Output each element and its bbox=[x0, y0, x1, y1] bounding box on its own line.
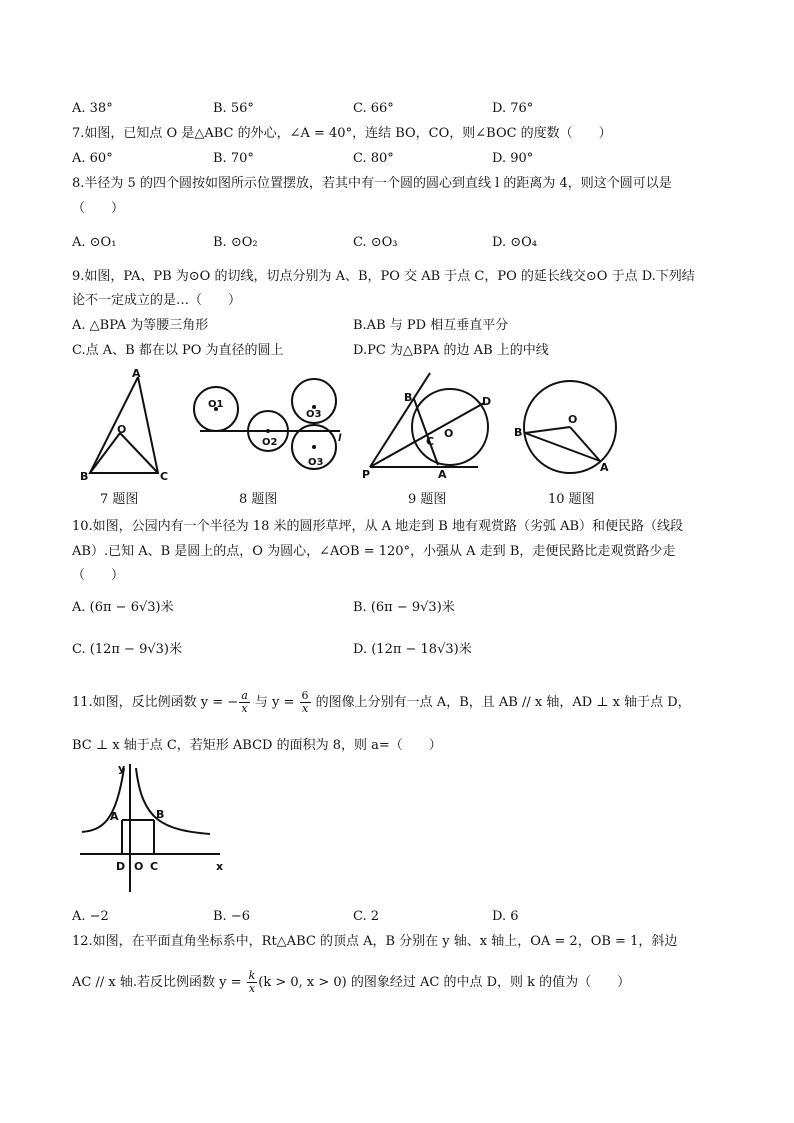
fig8-label-o4: O3 bbox=[308, 457, 324, 468]
fig9-label-d: D bbox=[482, 395, 492, 408]
fig9-label-o: O bbox=[444, 427, 454, 440]
fig7-label-a: A bbox=[132, 367, 141, 380]
q8-question: 8.半径为 5 的四个圆按如图所示位置摆放，若其中有一个圆的圆心到直线 l 的距离为 4，则这个圆可以是 bbox=[72, 176, 672, 191]
q9-question-line2: 论不一定成立的是…（ ） bbox=[72, 293, 242, 308]
fig11-label-b: B bbox=[156, 808, 165, 821]
q8-option-d: D. ⊙O₄ bbox=[492, 235, 537, 250]
fig11-label-o: O bbox=[134, 860, 144, 873]
q7-option-b: B. 70° bbox=[213, 151, 254, 166]
q7-option-d: D. 90° bbox=[492, 151, 534, 166]
figure-caption-9: 9 题图 bbox=[408, 492, 447, 507]
fig7-label-o: O bbox=[117, 423, 127, 436]
q7-option-a: A. 60° bbox=[72, 151, 113, 166]
figure-10 bbox=[524, 381, 616, 473]
fig8-label-o1: O1 bbox=[208, 399, 224, 410]
q6-option-c: C. 66° bbox=[353, 101, 394, 116]
fig11-label-c: C bbox=[150, 860, 159, 873]
q9-option-c: C.点 A、B 都在以 PO 为直径的圆上 bbox=[72, 343, 284, 358]
q11-post: 的图像上分别有一点 A，B，且 AB // x 轴，AD ⊥ x 轴于点 D， bbox=[311, 695, 691, 710]
q6-option-a: A. 38° bbox=[72, 101, 113, 116]
q11-fraction-2: $\frac{6}{x}$ bbox=[301, 689, 309, 715]
q10-option-d: D. (12π − 18√3)米 bbox=[353, 642, 472, 657]
q9-option-b: B.AB 与 PD 相互垂直平分 bbox=[353, 318, 509, 333]
figure-9 bbox=[370, 373, 488, 467]
figure-11 bbox=[78, 758, 228, 896]
fig11-label-y: y bbox=[118, 762, 126, 775]
q11-mid: 与 y = bbox=[250, 695, 299, 710]
q8-option-c: C. ⊙O₃ bbox=[353, 235, 398, 250]
q9-option-a: A. △BPA 为等腰三角形 bbox=[72, 318, 209, 333]
q11-option-b: B. −6 bbox=[213, 909, 250, 924]
figure-8 bbox=[194, 379, 340, 469]
q12-pre: AC // x 轴.若反比例函数 y = bbox=[72, 975, 246, 990]
q11-option-d: D. 6 bbox=[492, 909, 519, 924]
q11-question-line1 bbox=[72, 690, 691, 715]
fig8-label-o2: O2 bbox=[262, 437, 278, 448]
q12-fraction: $\frac{k}{x}$ bbox=[248, 969, 256, 995]
q6-option-b: B. 56° bbox=[213, 101, 254, 116]
q11-pre: 11.如图，反比例函数 y = − bbox=[72, 695, 239, 710]
q9-question-line1: 9.如图，PA、PB 为⊙O 的切线，切点分别为 A、B，PO 交 AB 于点 C，PO 的延长线交⊙O 于点 D.下列结 bbox=[72, 269, 695, 284]
fig9-label-b: B bbox=[404, 391, 413, 404]
q7-question: 7.如图，已知点 O 是△ABC 的外心，∠A = 40°，连结 BO，CO，则∠BOC 的度数（ ） bbox=[72, 126, 612, 141]
figure-caption-7: 7 题图 bbox=[100, 492, 139, 507]
figure-caption-8: 8 题图 bbox=[239, 492, 278, 507]
fig11-label-x: x bbox=[216, 860, 224, 873]
fig9-label-p: P bbox=[362, 468, 371, 481]
fig8-label-l: l bbox=[338, 433, 342, 444]
q8-paren: （ ） bbox=[72, 201, 125, 216]
q12-question-line1: 12.如图，在平面直角坐标系中，Rt△ABC 的顶点 A，B 分别在 y 轴、x 轴上，OA = 2，OB = 1，斜边 bbox=[72, 934, 678, 949]
fig8-label-o3: O3 bbox=[306, 409, 322, 420]
q6-option-d: D. 76° bbox=[492, 101, 534, 116]
q7-option-c: C. 80° bbox=[353, 151, 394, 166]
q11-question-line2: BC ⊥ x 轴于点 C，若矩形 ABCD 的面积为 8，则 a=（ ） bbox=[72, 738, 442, 753]
fig9-label-a: A bbox=[438, 468, 447, 481]
q10-option-b: B. (6π − 9√3)米 bbox=[353, 600, 455, 615]
fig11-label-d: D bbox=[116, 860, 126, 873]
figures-row bbox=[70, 365, 730, 483]
q12-question-line2 bbox=[72, 970, 630, 995]
fig10-label-o: O bbox=[568, 413, 578, 426]
fig10-label-a: A bbox=[600, 461, 609, 474]
q10-question-line2: AB）.已知 A、B 是圆上的点，O 为圆心，∠AOB = 120°，小强从 A 走到 B，走便民路比走观赏路少走 bbox=[72, 544, 676, 559]
q9-option-d: D.PC 为△BPA 的边 AB 上的中线 bbox=[353, 343, 549, 358]
q8-option-a: A. ⊙O₁ bbox=[72, 235, 117, 250]
q8-option-b: B. ⊙O₂ bbox=[213, 235, 258, 250]
q11-fraction-1: $\frac{a}{x}$ bbox=[241, 689, 248, 715]
fig10-label-b: B bbox=[514, 426, 523, 439]
q11-option-c: C. 2 bbox=[353, 909, 380, 924]
q10-paren: （ ） bbox=[72, 568, 125, 583]
fig11-label-a: A bbox=[110, 810, 119, 823]
fig7-label-c: C bbox=[160, 470, 169, 483]
q12-post: (k > 0, x > 0) 的图象经过 AC 的中点 D，则 k 的值为（ ） bbox=[258, 975, 631, 990]
q11-option-a: A. −2 bbox=[72, 909, 109, 924]
q10-option-a: A. (6π − 6√3)米 bbox=[72, 600, 174, 615]
q10-question-line1: 10.如图，公园内有一个半径为 18 米的圆形草坪，从 A 地走到 B 地有观赏路（劣弧 AB）和便民路（线段 bbox=[72, 519, 684, 534]
q10-option-c: C. (12π − 9√3)米 bbox=[72, 642, 182, 657]
figure-caption-10: 10 题图 bbox=[548, 492, 595, 507]
fig7-label-b: B bbox=[80, 470, 89, 483]
fig9-label-c: C bbox=[426, 435, 435, 448]
